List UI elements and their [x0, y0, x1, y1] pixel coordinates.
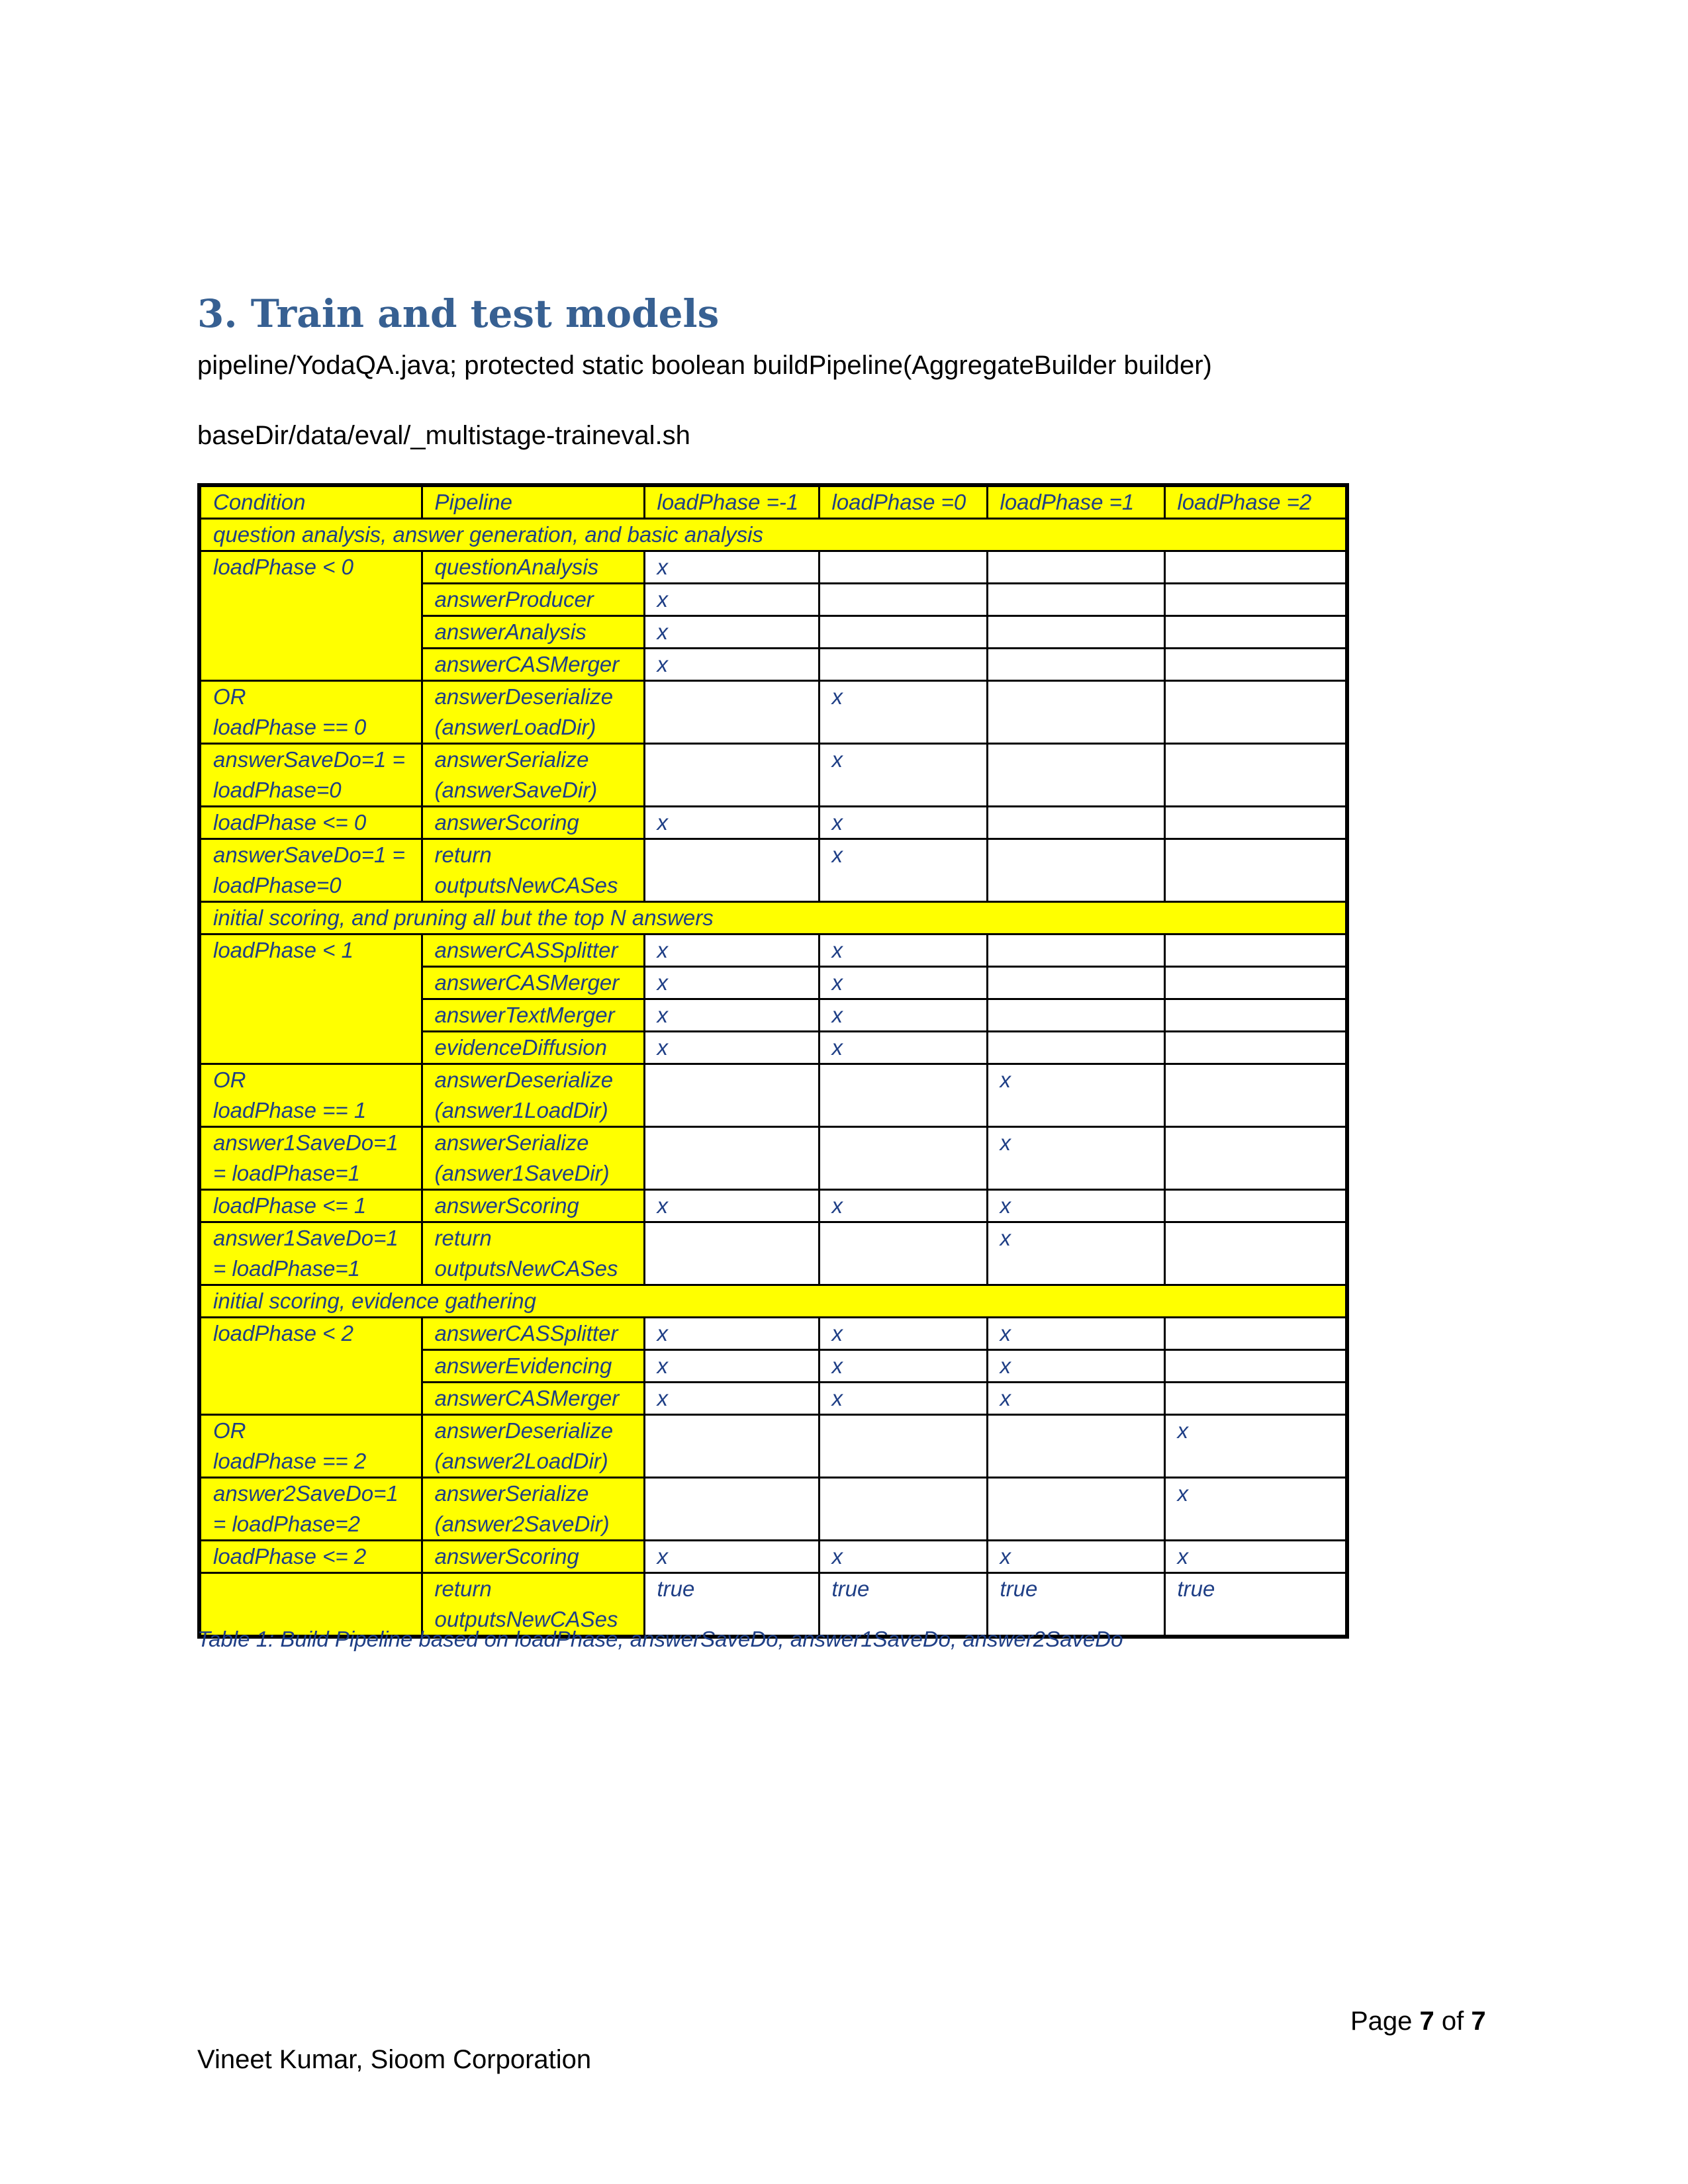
mark-cell: x	[644, 584, 819, 616]
condition-cell: loadPhase <= 1	[199, 1190, 422, 1222]
section-heading: 3. Train and test models	[197, 291, 720, 336]
true-cell: true	[987, 1573, 1164, 1637]
condition-cell: answerSaveDo=1 = loadPhase=0	[199, 744, 422, 807]
condition-cell: loadPhase < 1	[199, 934, 422, 1064]
section-label: initial scoring, evidence gathering	[199, 1285, 1347, 1318]
mark-cell: x	[1164, 1478, 1347, 1541]
pipeline-cell: answerAnalysis	[422, 616, 644, 649]
table-section-row	[199, 519, 1347, 551]
true-cell: true	[644, 1573, 819, 1637]
mark-cell: x	[819, 1350, 987, 1383]
mark-cell: x	[644, 1541, 819, 1573]
header-loadphase-0: loadPhase =0	[819, 485, 987, 519]
condition-cell: OR loadPhase == 2	[199, 1415, 422, 1478]
pipeline-cell: answerCASMerger	[422, 967, 644, 999]
pipeline-cell: answerScoring	[422, 1190, 644, 1222]
table-header-row	[199, 485, 1347, 519]
condition-cell: loadPhase <= 0	[199, 807, 422, 839]
mark-cell: x	[819, 1383, 987, 1415]
pipeline-cell: answerScoring	[422, 807, 644, 839]
table-row	[199, 744, 1347, 807]
section-label: question analysis, answer generation, and basic analysis	[199, 519, 1347, 551]
mark-cell: x	[819, 999, 987, 1032]
pipeline-cell: answerDeserialize (answerLoadDir)	[422, 681, 644, 744]
pipeline-cell: answerDeserialize (answer2LoadDir)	[422, 1415, 644, 1478]
build-pipeline-table	[197, 483, 1349, 1639]
mark-cell: x	[644, 934, 819, 967]
section-label: initial scoring, and pruning all but the top N answers	[199, 902, 1347, 934]
condition-cell: loadPhase < 0	[199, 551, 422, 681]
table-row	[199, 1415, 1347, 1478]
pipeline-cell: questionAnalysis	[422, 551, 644, 584]
condition-cell: OR loadPhase == 0	[199, 681, 422, 744]
table-row	[199, 1222, 1347, 1285]
mark-cell: x	[644, 1383, 819, 1415]
mark-cell: x	[987, 1350, 1164, 1383]
table-row	[199, 1478, 1347, 1541]
table-row	[199, 681, 1347, 744]
pipeline-cell: answerCASSplitter	[422, 934, 644, 967]
mark-cell: x	[819, 934, 987, 967]
condition-cell: answer1SaveDo=1 = loadPhase=1	[199, 1127, 422, 1190]
condition-cell: OR loadPhase == 1	[199, 1064, 422, 1127]
table-section-row	[199, 902, 1347, 934]
pipeline-cell: answerProducer	[422, 584, 644, 616]
condition-cell: loadPhase <= 2	[199, 1541, 422, 1573]
header-condition: Condition	[199, 485, 422, 519]
mark-cell: x	[819, 1541, 987, 1573]
mark-cell: x	[819, 744, 987, 807]
condition-cell: answer2SaveDo=1 = loadPhase=2	[199, 1478, 422, 1541]
page-number: Page 7 of 7	[1350, 2007, 1486, 2036]
mark-cell: x	[987, 1541, 1164, 1573]
mark-cell: x	[644, 1350, 819, 1383]
pipeline-cell: return outputsNewCASes	[422, 1222, 644, 1285]
mark-cell: x	[1164, 1415, 1347, 1478]
header-loadphase-minus1: loadPhase =-1	[644, 485, 819, 519]
table-section-row	[199, 1285, 1347, 1318]
pipeline-cell: answerScoring	[422, 1541, 644, 1573]
mark-cell: x	[987, 1222, 1164, 1285]
table-row	[199, 1064, 1347, 1127]
mark-cell: x	[644, 999, 819, 1032]
mark-cell: x	[644, 967, 819, 999]
pipeline-cell: return outputsNewCASes	[422, 839, 644, 902]
mark-cell: x	[987, 1190, 1164, 1222]
pipeline-cell: answerCASMerger	[422, 649, 644, 681]
mark-cell: x	[819, 967, 987, 999]
code-reference-line: pipeline/YodaQA.java; protected static boolean buildPipeline(AggregateBuilder builder)	[197, 351, 1212, 380]
mark-cell: x	[644, 551, 819, 584]
mark-cell: x	[1164, 1541, 1347, 1573]
header-loadphase-1: loadPhase =1	[987, 485, 1164, 519]
pipeline-cell: answerCASMerger	[422, 1383, 644, 1415]
condition-cell: loadPhase < 2	[199, 1318, 422, 1415]
mark-cell: x	[987, 1064, 1164, 1127]
mark-cell: x	[819, 839, 987, 902]
pipeline-cell: answerSerialize (answer1SaveDir)	[422, 1127, 644, 1190]
header-pipeline: Pipeline	[422, 485, 644, 519]
pipeline-cell: return outputsNewCASes	[422, 1573, 644, 1637]
mark-cell: x	[644, 1032, 819, 1064]
table-row	[199, 839, 1347, 902]
mark-cell: x	[987, 1318, 1164, 1350]
condition-cell: answerSaveDo=1 = loadPhase=0	[199, 839, 422, 902]
true-cell: true	[1164, 1573, 1347, 1637]
mark-cell: x	[819, 681, 987, 744]
mark-cell: x	[644, 1318, 819, 1350]
mark-cell: x	[644, 649, 819, 681]
table-caption: Table 1: Build Pipeline based on loadPhase, answerSaveDo, answer1SaveDo, answer2SaveDo	[197, 1627, 1123, 1651]
mark-cell: x	[819, 1318, 987, 1350]
script-path-line: baseDir/data/eval/_multistage-traineval.sh	[197, 421, 690, 450]
table-row	[199, 807, 1347, 839]
pipeline-cell: answerSerialize (answerSaveDir)	[422, 744, 644, 807]
mark-cell: x	[987, 1383, 1164, 1415]
table-row	[199, 1127, 1347, 1190]
pipeline-cell: answerTextMerger	[422, 999, 644, 1032]
table-row	[199, 1190, 1347, 1222]
table-row	[199, 1318, 1347, 1350]
true-cell: true	[819, 1573, 987, 1637]
pipeline-cell: answerEvidencing	[422, 1350, 644, 1383]
mark-cell: x	[644, 616, 819, 649]
pipeline-cell: answerCASSplitter	[422, 1318, 644, 1350]
pipeline-cell: answerDeserialize (answer1LoadDir)	[422, 1064, 644, 1127]
header-loadphase-2: loadPhase =2	[1164, 485, 1347, 519]
mark-cell: x	[819, 807, 987, 839]
mark-cell: x	[819, 1032, 987, 1064]
mark-cell: x	[644, 807, 819, 839]
table-row	[199, 551, 1347, 584]
table-row	[199, 934, 1347, 967]
condition-cell: answer1SaveDo=1 = loadPhase=1	[199, 1222, 422, 1285]
table-row	[199, 1541, 1347, 1573]
mark-cell: x	[987, 1127, 1164, 1190]
mark-cell: x	[819, 1190, 987, 1222]
footer-author: Vineet Kumar, Sioom Corporation	[197, 2045, 592, 2074]
pipeline-cell: evidenceDiffusion	[422, 1032, 644, 1064]
pipeline-cell: answerSerialize (answer2SaveDir)	[422, 1478, 644, 1541]
mark-cell: x	[644, 1190, 819, 1222]
